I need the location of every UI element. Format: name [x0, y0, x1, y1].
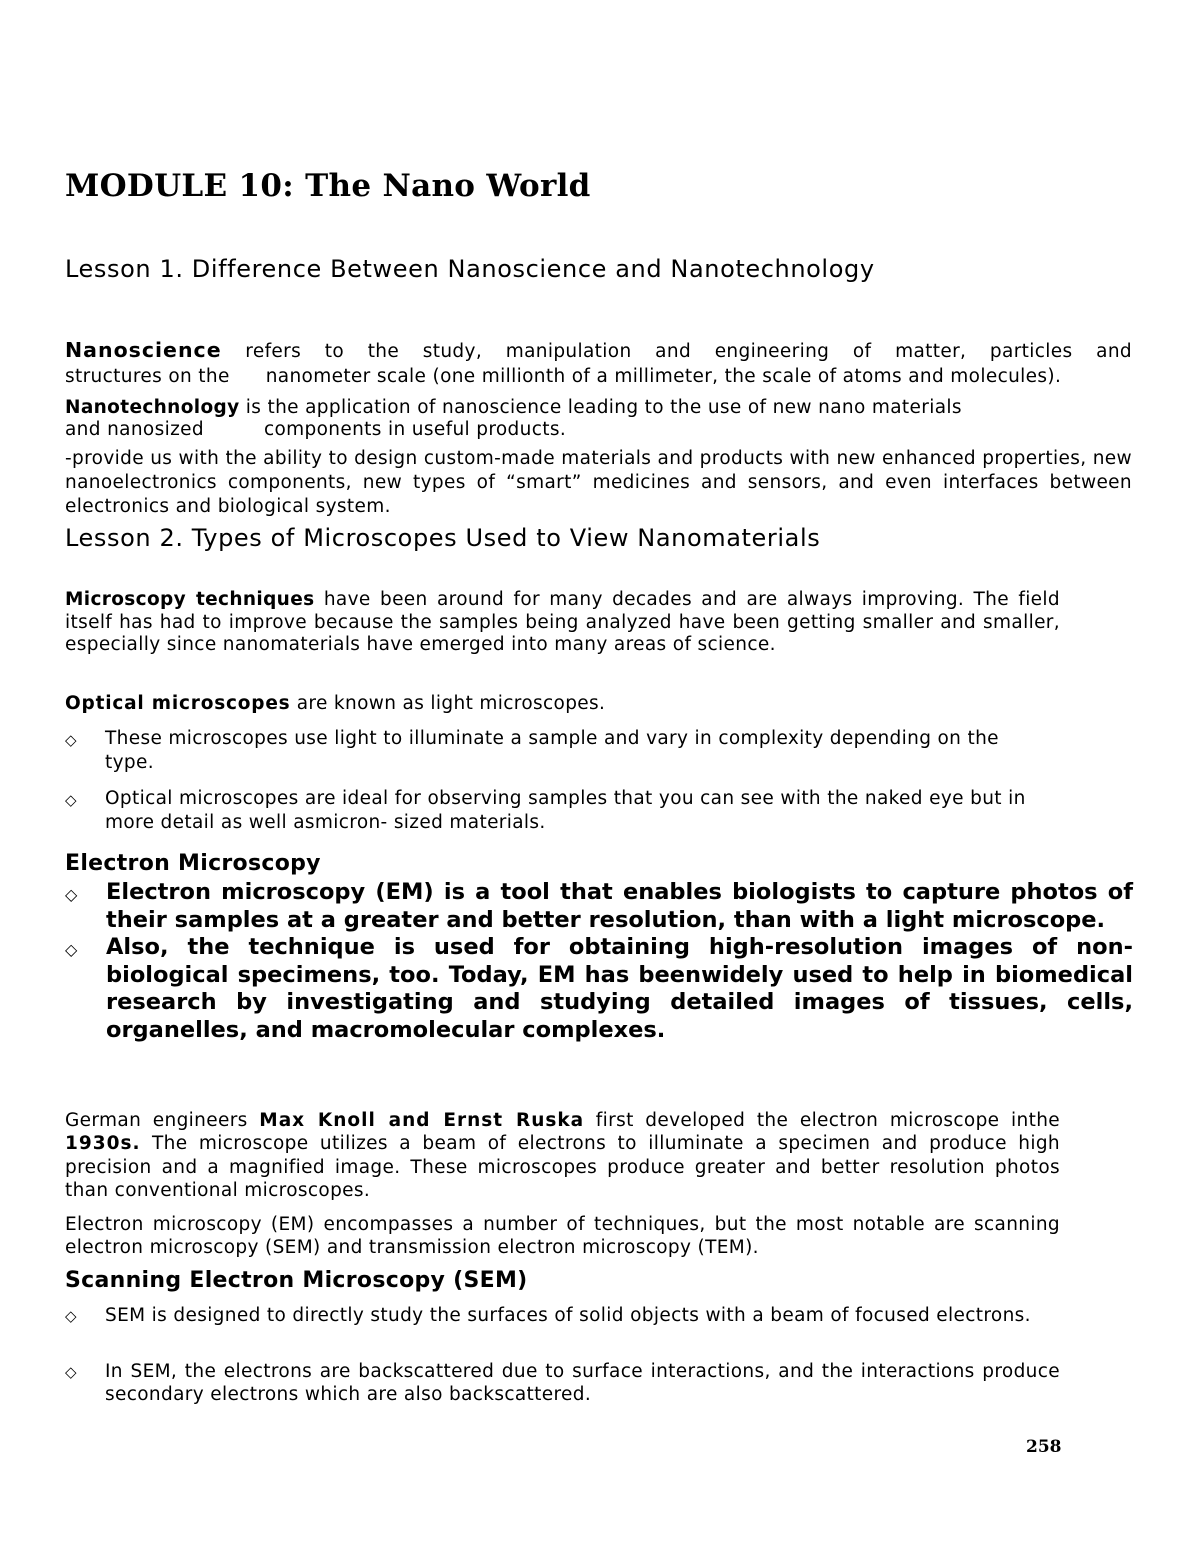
em-bullet-1-text: Electron microscopy (EM) is a tool that enables biologists to capture photos of their samples at a greater and better resolution, than with a light microscope.: [106, 879, 1133, 933]
diamond-bullet-icon: ◇: [65, 940, 78, 959]
nanotech-line-1: is the application of nanoscience leading to the use of new nano materials: [245, 397, 962, 418]
lesson-2-heading: Lesson 2. Types of Microscopes Used to View Nanomaterials: [65, 524, 821, 552]
optical-term: Optical microscopes: [65, 693, 291, 714]
nanoscience-term: Nanoscience: [65, 338, 222, 362]
lesson-1-heading: Lesson 1. Difference Between Nanoscience and Nanotechnology: [65, 255, 875, 283]
electron-microscopy-heading: Electron Microscopy: [65, 851, 321, 876]
page-number: 258: [1026, 1437, 1062, 1457]
microscopy-text: have been around for many decades and are always improving. The field itself has had to improve because the samples being analyzed have been getting smaller and smaller, especially since nanomaterials have emerged into many areas of science.: [65, 589, 1061, 655]
em-techniques-paragraph: Electron microscopy (EM) encompasses a number of techniques, but the most notable are scanning electron microscopy (SEM) and transmission electron microscopy (TEM).: [65, 1214, 1060, 1258]
diamond-bullet-icon: ◇: [65, 791, 77, 809]
microscopy-term: Microscopy techniques: [65, 589, 315, 610]
optical-bullet-2: [65, 787, 1030, 837]
nanoscience-line-1: refers to the study, manipulation and engineering of matter, particles and: [245, 341, 1133, 362]
german-engineers-paragraph: [65, 1109, 1060, 1202]
optical-bullet-1-text: These microscopes use light to illuminate a sample and vary in complexity depending on the type.: [105, 728, 999, 773]
sem-bullet-2-text: In SEM, the electrons are backscattered due to surface interactions, and the interactions produce secondary electrons which are also backscattered.: [105, 1361, 1060, 1405]
em-bullet-2: [65, 934, 1133, 1046]
diamond-bullet-icon: ◇: [65, 1363, 77, 1381]
nanotech-provide-text: -provide us with the ability to design custom-made materials and products with new enhanced properties, new nanoelectronics components, new types of “smart” medicines and sensors, and even interfaces between electronics and biological system.: [65, 448, 1132, 517]
optical-bullet-1: [65, 727, 1030, 777]
microscopy-techniques-paragraph: [65, 589, 1060, 657]
optical-microscopes-paragraph: [65, 692, 1060, 715]
nanoscience-line-2a: structures on the: [65, 366, 230, 387]
inventor-names: Max Knoll and Ernst Ruska: [259, 1110, 585, 1131]
em-bullet-1: [65, 879, 1133, 935]
nanoscience-line-2b: nanometer scale (one millionth of a millimeter, the scale of atoms and molecules).: [265, 366, 1062, 387]
sem-bullet-1-text: SEM is designed to directly study the surfaces of solid objects with a beam of focused electrons.: [105, 1305, 1031, 1326]
sem-bullet-1: [65, 1304, 1060, 1352]
optical-bullet-2-text: Optical microscopes are ideal for observing samples that you can see with the naked eye but in more detail as well asmicron- sized materials.: [105, 788, 1026, 833]
diamond-bullet-icon: ◇: [65, 885, 78, 904]
nanotechnology-term: Nanotechnology: [65, 397, 240, 418]
sem-heading: Scanning Electron Microscopy (SEM): [65, 1268, 528, 1293]
optical-text: are known as light microscopes.: [296, 693, 606, 714]
german-post: The microscope utilizes a beam of electrons to illuminate a specimen and produce high precision and a magnified image. These microscopes produce greater and better resolution photos than conventional microscopes.: [65, 1133, 1060, 1201]
nanotech-line-2a: and nanosized: [65, 419, 204, 440]
german-mid: first developed the electron microscope inthe: [595, 1110, 1060, 1131]
nanotech-line-2b: components in useful products.: [263, 419, 567, 440]
diamond-bullet-icon: ◇: [65, 731, 77, 749]
sem-bullet-2: [65, 1360, 1060, 1408]
invention-year: 1930s.: [65, 1133, 141, 1155]
nanoscience-definition: [65, 339, 1132, 388]
em-bullet-2-text: Also, the technique is used for obtaining high-resolution images of non-biological specimens, too. Today, EM has beenwidely used to help in biomedical research by investigating and studying detailed images of tissues, cells, organelles, and macromolecular complexes.: [106, 934, 1133, 1043]
diamond-bullet-icon: ◇: [65, 1307, 77, 1325]
module-title: MODULE 10: The Nano World: [65, 168, 591, 204]
nanotechnology-definition: [65, 397, 1060, 441]
german-pre: German engineers: [65, 1110, 248, 1131]
